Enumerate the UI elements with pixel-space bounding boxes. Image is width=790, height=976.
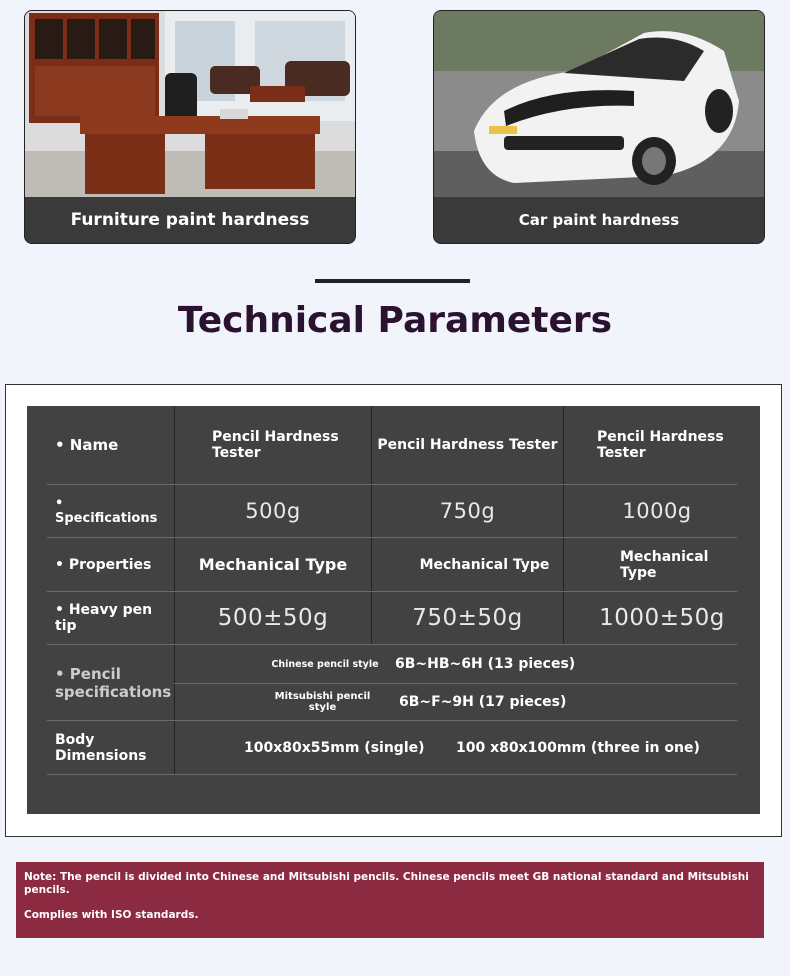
spec-500: 500g (245, 499, 301, 523)
spec-label: • Specifications (55, 496, 158, 526)
tip-750: 750±50g (412, 605, 523, 631)
chinese-pencil-range: 6B~HB~6H (13 pieces) (395, 656, 576, 672)
body-three-in-one: 100 x80x100mm (three in one) (456, 739, 700, 756)
model-750: Pencil Hardness Tester (377, 437, 558, 453)
pen-tip-label: • Heavy pen tip (55, 602, 153, 634)
chinese-pencil-style: Chinese pencil style (271, 658, 379, 670)
tip-500: 500±50g (217, 605, 329, 631)
model-1000g: Pencil Hardness Tester (597, 429, 724, 461)
iso-text: Complies with ISO standards. (24, 909, 199, 921)
prop-500: Mechanical Type (198, 555, 348, 574)
note-text: Note: The pencil is divided into Chinese and Mitsubishi pencils. Chinese pencils meet GB national standard and Mitsubishi pencils. (24, 871, 749, 896)
prop-750: Mechanical Type (419, 556, 550, 573)
title-divider (315, 279, 470, 283)
furniture-card (24, 10, 356, 244)
furniture-caption: Furniture paint hardness (25, 197, 355, 243)
spec-750: 750g (439, 499, 496, 523)
page-title: Technical Parameters (177, 300, 613, 341)
parameters-table (27, 406, 760, 814)
mitsubishi-pencil-range: 6B~F~9H (17 pieces) (399, 694, 567, 710)
note-box (16, 862, 764, 938)
tip-1000: 1000±50g (599, 605, 725, 631)
car-card (433, 10, 765, 244)
pencil-spec-label: • Pencil specifications (55, 665, 172, 701)
body-dimensions-label: Body Dimensions (55, 731, 147, 764)
body-single: 100x80x55mm (single) (244, 739, 425, 756)
mitsubishi-pencil-style: Mitsubishi pencil style (274, 691, 371, 713)
car-caption: Car paint hardness (434, 197, 764, 243)
spec-1000: 1000g (622, 499, 692, 523)
prop-1000: Mechanical Type (620, 548, 709, 581)
name-label: • Name (55, 436, 119, 454)
office-furniture-photo (25, 11, 355, 197)
white-sports-car-photo (434, 11, 764, 197)
model-1000: Pencil Hardness Tester (212, 429, 339, 461)
properties-label: • Properties (55, 556, 152, 573)
